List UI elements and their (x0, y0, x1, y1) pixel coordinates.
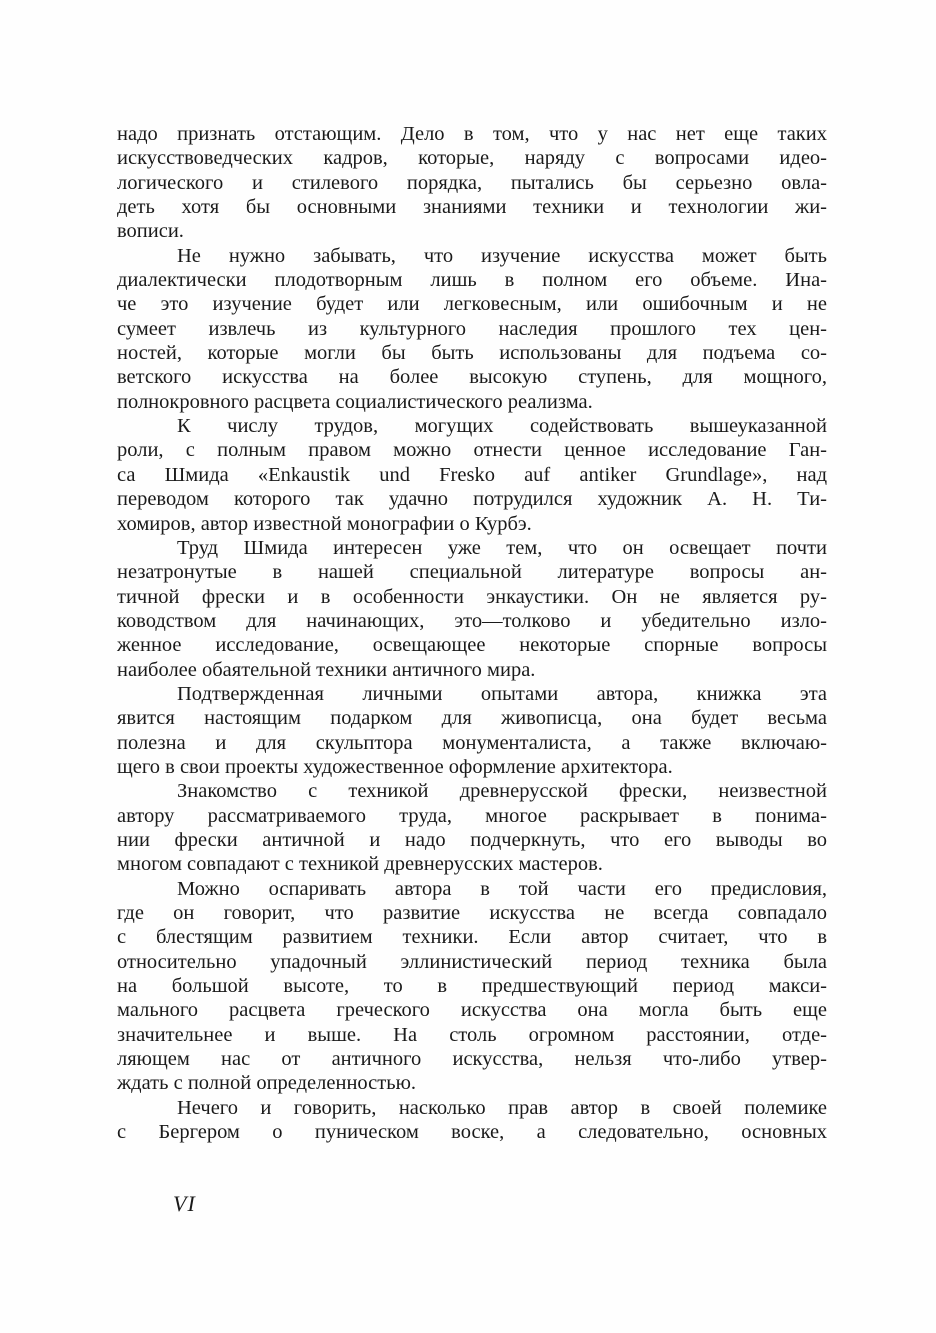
text-line: Подтвержденная личными опытами автора, книжка эта (177, 682, 827, 705)
text-line: с блестящим развитием техники. Если автор считает, что в (117, 926, 827, 949)
text-line: логического и стилевого порядка, пытались бы серьезно овла- (117, 171, 827, 194)
text-line: щего в свои проекты художественное оформление архитектора. (117, 755, 673, 778)
text-line: хомиров, автор известной монографии о Курбэ. (117, 512, 532, 535)
text-line: значительнее и выше. На столь огромном расстоянии, отде- (117, 1023, 827, 1046)
text-line: ветского искусства на более высокую ступень, для мощного, (117, 366, 827, 389)
text-line: вописи. (117, 220, 184, 243)
text-line: относительно упадочный эллинистический период техника была (117, 950, 827, 973)
page-number: VI (173, 1191, 196, 1216)
text-line: Можно оспаривать автора в той части его предисловия, (177, 877, 827, 900)
text-line: искусствоведческих кадров, которые, наряду с вопросами идео- (117, 147, 827, 170)
text-line: сумеет извлечь из культурного наследия прошлого тех цен- (117, 317, 827, 340)
text-line: явится настоящим подарком для живописца, она будет весьма (117, 707, 827, 730)
text-line: незатронутые в нашей специальной литературе вопросы ан- (117, 561, 827, 584)
text-line: че это изучение будет или легковесным, или ошибочным и не (117, 293, 827, 316)
body-text (117, 122, 827, 1144)
text-line: са Шмида «Enkaustik und Fresko auf antiker Grundlage», над (117, 463, 827, 486)
text-line: К числу трудов, могущих содействовать вышеуказанной (177, 415, 827, 438)
text-line: ляющем нас от античного искусства, нельзя что-либо утвер- (117, 1048, 827, 1071)
text-line: деть хотя бы основными знаниями техники и технологии жи- (117, 196, 827, 219)
text-line: нии фрески античной и надо подчеркнуть, что его выводы во (117, 828, 827, 851)
text-line: ководством для начинающих, это—толково и убедительно изло- (117, 609, 827, 632)
text-line: на большой высоте, то в предшествующий период макси- (117, 975, 827, 998)
text-line: мального расцвета греческого искусства она могла быть еще (117, 999, 827, 1022)
text-line: Не нужно забывать, что изучение искусства может быть (177, 244, 827, 267)
text-line: Знакомство с техникой древнерусской фрески, неизвестной (177, 780, 827, 803)
text-line: женное исследование, освещающее некоторые спорные вопросы (117, 634, 827, 657)
text-line: полнокровного расцвета социалистического реализма. (117, 390, 593, 413)
text-line: тичной фрески и в особенности энкаустики. Он не является ру- (117, 585, 827, 608)
text-line: Нечего и говорить, насколько прав автор в своей полемике (177, 1096, 827, 1119)
text-line: Труд Шмида интересен уже тем, что он освещает почти (177, 536, 827, 559)
text-line: переводом которого так удачно потрудился художник А. Н. Ти- (117, 488, 827, 511)
text-line: диалектически плодотворным лишь в полном его объеме. Ина- (117, 269, 827, 292)
text-line: ностей, которые могли бы быть использованы для подъема со- (117, 342, 827, 365)
text-line: роли, с полным правом можно отнести ценное исследование Ган- (117, 439, 827, 462)
text-line: где он говорит, что развитие искусства не всегда совпадало (117, 902, 827, 924)
text-line: с Бергером о пуническом воске, а следовательно, основных (117, 1121, 827, 1144)
text-line: ждать с полной определенностью. (117, 1072, 417, 1095)
text-line: наиболее обаятельной техники античного мира. (117, 658, 536, 681)
text-line: автору рассматриваемого труда, многое раскрывает в понима- (117, 804, 827, 827)
text-line: полезна и для скульптора монументалиста, а также включаю- (117, 731, 827, 754)
text-line: многом совпадают с техникой древнерусских мастеров. (117, 853, 603, 876)
text-line: надо признать отстающим. Дело в том, что у нас нет еще таких (117, 123, 827, 145)
